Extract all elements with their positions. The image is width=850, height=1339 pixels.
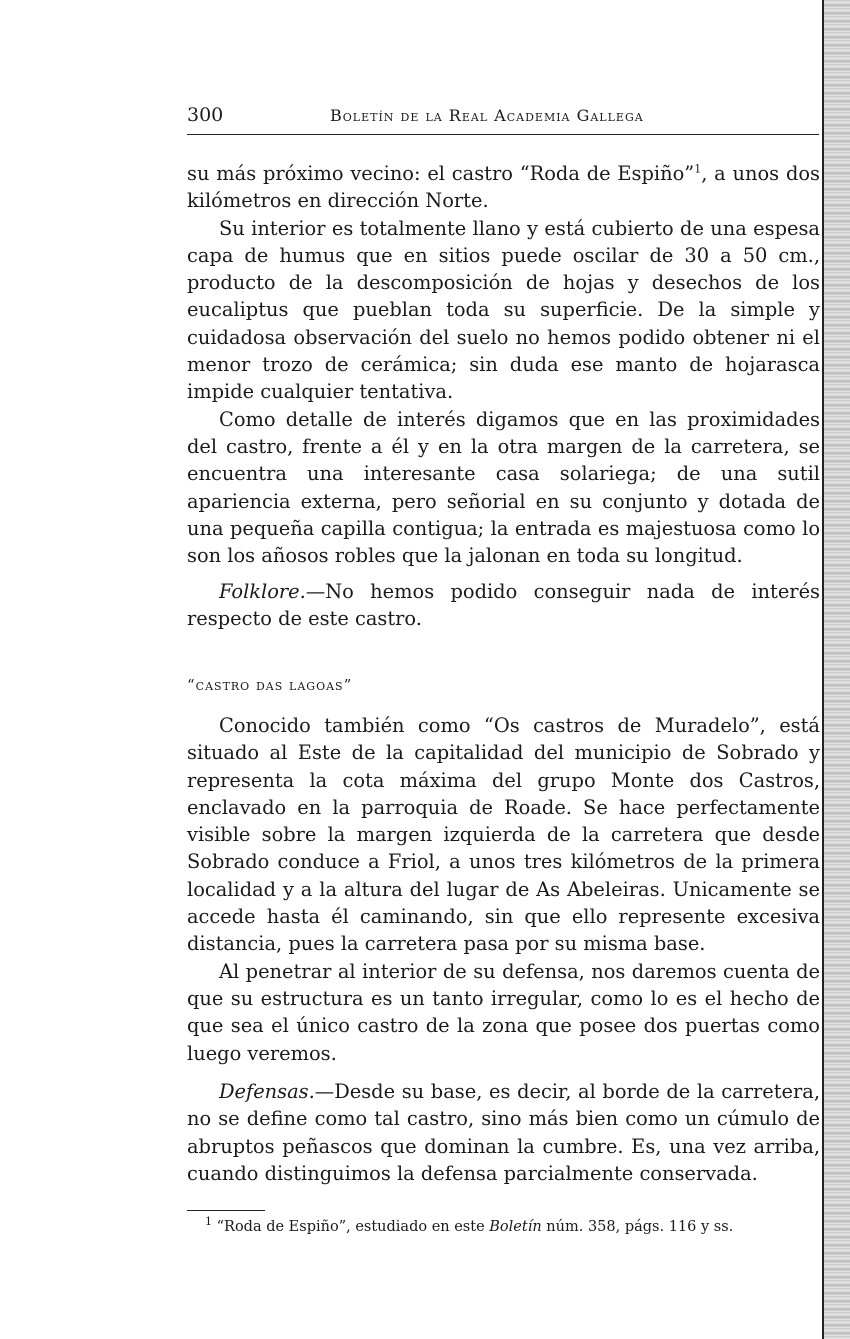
- page-header: [187, 100, 819, 135]
- page-number: 300: [187, 104, 224, 126]
- paragraph-casa-solariega: Como detalle de interés digamos que en las proximidades del castro, frente a él y en la otra margen de la carretera, se encuentra una interesante casa solariega; de una sutil apariencia externa, pero señorial en su conjunto y dotada de una pequeña capilla contigua; la entrada es majestuosa como lo son los añosos robles que la jalonan en toda su longitud.: [187, 407, 820, 568]
- body-block-1: [187, 160, 820, 569]
- footnote: $^1$ “Roda de Espiño”, estudiado en este Boletín núm. 358, págs. 116 y ss.: [205, 1215, 734, 1235]
- footnote-rule: [187, 1210, 265, 1211]
- section-title: “castro das lagoas”: [187, 676, 353, 694]
- defensas-block: [187, 1078, 820, 1187]
- footnote-ref[interactable]: 1: [694, 162, 702, 176]
- footnote-journal: Boletín: [489, 1219, 542, 1235]
- body-block-2: [187, 712, 820, 1067]
- paragraph-interior: Su interior es totalmente llano y está cubierto de una espesa capa de humus que en sitios puede oscilar de 30 a 50 cm., producto de la descomposición de hojas y desechos de los eucaliptus que pueblan toda su superficie. De la simple y cuidadosa observación del suelo no hemos podido obtener ni el menor trozo de cerámica; sin duda ese manto de hojarasca impide cualquier tentativa.: [187, 216, 820, 404]
- paragraph-defensas: Defensas.—Desde su base, es decir, al borde de la carretera, no se define como tal castro, sino más bien como un cúmulo de abruptos peñascos que dominan la cumbre. Es, una vez arriba, cuando distinguimos la defensa parcialmente conservada.: [187, 1080, 820, 1185]
- folklore-block: [187, 578, 820, 633]
- paragraph-defensa: Al penetrar al interior de su defensa, nos daremos cuenta de que su estructura es un tanto irregular, como lo es el hecho de que sea el único castro de la zona que posee dos puertas como luego veremos.: [187, 959, 820, 1065]
- defensas-label: Defensas.: [219, 1080, 315, 1103]
- running-head: Boletín de la Real Academia Gallega: [330, 106, 644, 125]
- paragraph-continuation: su más próximo vecino: el castro “Roda de Espiño”$^1$, a unos dos kilómetros en dirección Norte.: [187, 162, 820, 213]
- footnote-number: 1: [205, 1215, 212, 1229]
- folklore-label: Folklore.: [219, 580, 306, 603]
- paragraph-folklore: Folklore.—No hemos podido conseguir nada de interés respecto de este castro.: [187, 580, 820, 631]
- paragraph-muradelo: Conocido también como “Os castros de Muradelo”, está situado al Este de la capitalidad del municipio de Sobrado y representa la cota máxima del grupo Monte dos Castros, enclavado en la parroquia de Roade. Se hace perfectamente visible sobre la margen izquierda de la carretera que desde Sobrado conduce a Friol, a unos tres kilómetros de la primera localidad y a la altura del lugar de As Abeleiras. Unicamente se accede hasta él caminando, sin que ello represente excesiva distancia, pues la carretera pasa por su misma base.: [187, 714, 820, 956]
- book-spine-edge: [822, 0, 850, 1339]
